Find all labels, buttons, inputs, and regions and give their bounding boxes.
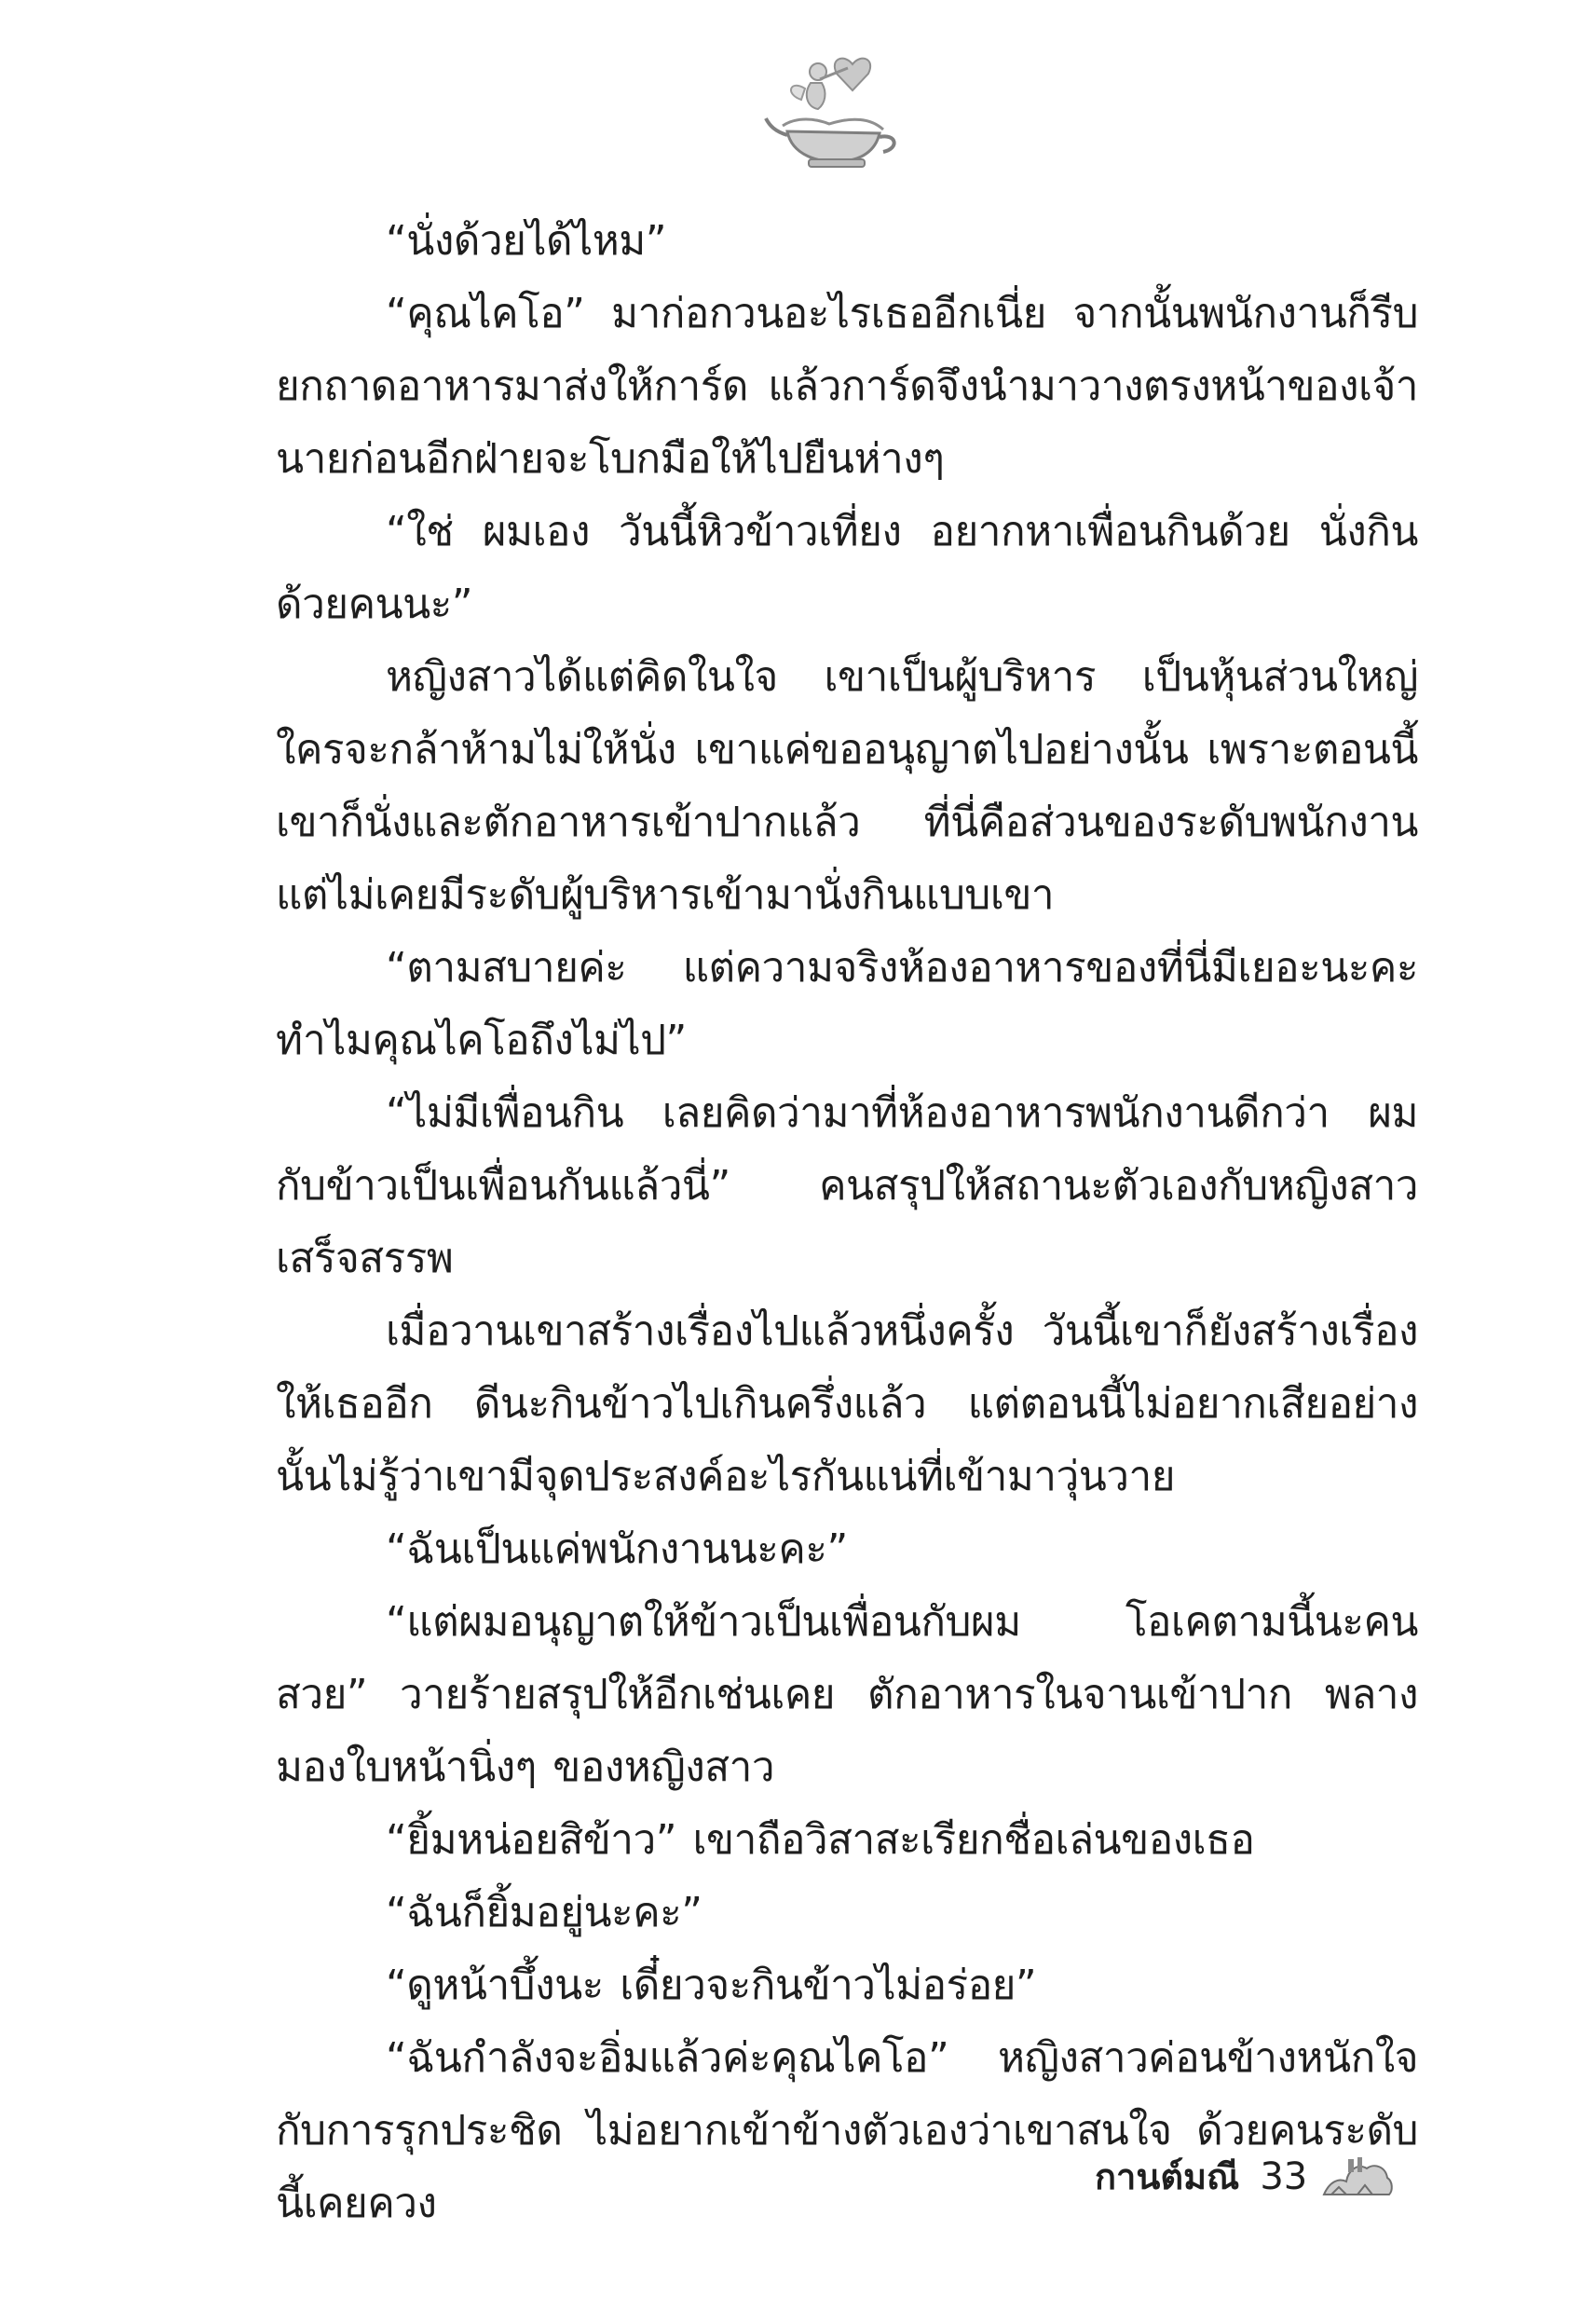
paragraph: “ใช่ ผมเอง วันนี้หิวข้าวเที่ยง อยากหาเพื่อนกินด้วย นั่งกินด้วยคนนะ” (276, 508, 1418, 628)
paragraph: หญิงสาวได้แต่คิดในใจ เขาเป็นผู้บริหาร เป็นหุ้นส่วนใหญ่ ใครจะกล้าห้ามไม่ให้นั่ง เขาแค่ขออนุญาตไปอย่างนั้น เพราะตอนนี้เขาก็นั่งและตักอาหารเข้าปากแล้ว ที่นี่คือส่วนของระดับพนักงาน แต่ไม่เคยมีระดับผู้บริหารเข้ามานั่งกินแบบเขา (276, 653, 1418, 919)
small-ornament-icon (1320, 2154, 1395, 2200)
paragraph: “ฉันก็ยิ้มอยู่นะคะ” (386, 1889, 703, 1936)
story-text (276, 205, 1418, 2240)
cupid-teapot-ornament-icon (764, 51, 904, 172)
paragraph: “ตามสบายค่ะ แต่ความจริงห้องอาหารของที่นี่มีเยอะนะคะ ทำไมคุณไคโอถึงไม่ไป” (276, 944, 1418, 1064)
paragraph: “ดูหน้าบึ้งนะ เดี๋ยวจะกินข้าวไม่อร่อย” (386, 1962, 1037, 2009)
paragraph: “ยิ้มหน่อยสิข้าว” เขาถือวิสาสะเรียกชื่อเล่นของเธอ (386, 1816, 1255, 1864)
paragraph: “แต่ผมอนุญาตให้ข้าวเป็นเพื่อนกับผม โอเคตามนี้นะคนสวย” วายร้ายสรุปให้อีกเช่นเคย ตักอาหารในจานเข้าปาก พลางมองใบหน้านิ่งๆ ของหญิงสาว (276, 1598, 1418, 1791)
paragraph: “นั่งด้วยได้ไหม” (386, 217, 667, 265)
page-number: 33 (1260, 2154, 1308, 2198)
paragraph: “คุณไคโอ” มาก่อกวนอะไรเธออีกเนี่ย จากนั้นพนักงานก็รีบยกถาดอาหารมาส่งให้การ์ด แล้วการ์ดจึงนำมาวางตรงหน้าของเจ้านายก่อนอีกฝ่ายจะโบกมือให้ไปยืนห่างๆ (276, 290, 1418, 483)
paragraph: เมื่อวานเขาสร้างเรื่องไปแล้วหนึ่งครั้ง วันนี้เขาก็ยังสร้างเรื่องให้เธออีก ดีนะกินข้าวไปเกินครึ่งแล้ว แต่ตอนนี้ไม่อยากเสียอย่างนั้นไม่รู้ว่าเขามีจุดประสงค์อะไรกันแน่ที่เข้ามาวุ่นวาย (276, 1307, 1418, 1500)
page-footer (1095, 2148, 1395, 2205)
book-title: กานต์มณี (1095, 2156, 1240, 2197)
paragraph: “ฉันกำลังจะอิ่มแล้วค่ะคุณไคโอ” หญิงสาวค่อนข้างหนักใจกับการรุกประชิด ไม่อยากเข้าข้างตัวเองว่าเขาสนใจ ด้วยคนระดับนี้เคยควง (276, 2034, 1418, 2227)
paragraph: “ไม่มีเพื่อนกิน เลยคิดว่ามาที่ห้องอาหารพนักงานดีกว่า ผมกับข้าวเป็นเพื่อนกันแล้วนี่” คนสรุปให้สถานะตัวเองกับหญิงสาวเสร็จสรรพ (276, 1089, 1418, 1282)
paragraph: “ฉันเป็นแค่พนักงานนะคะ” (386, 1525, 848, 1573)
